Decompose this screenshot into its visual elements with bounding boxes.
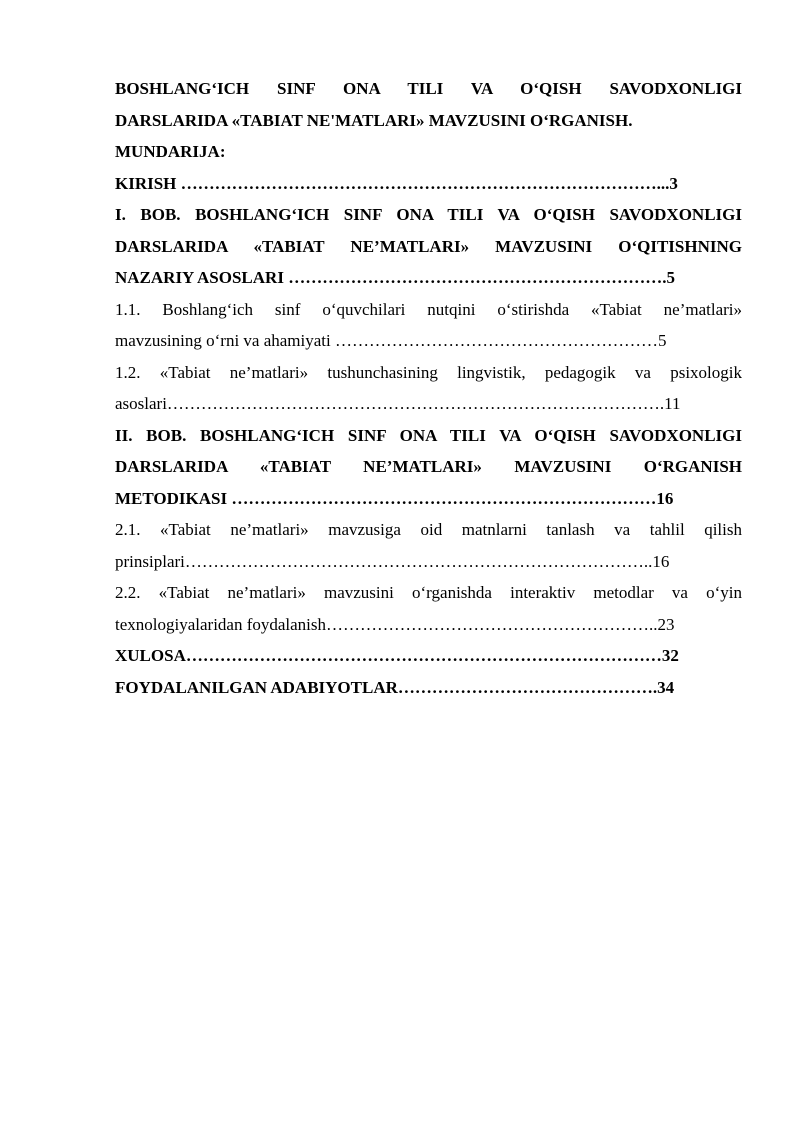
toc-entry-chapter-1-line-3: NAZARIY ASOSLARI ………………………………………………………….5	[115, 268, 675, 287]
toc-entry-chapter-2-line-1: II. BOB. BOSHLANG‘ICH SINF ONA TILI VA O‘QISH SAVODXONLIGI	[115, 425, 742, 445]
toc-entry-chapter-2-line-2: DARSLARIDA «TABIAT NE’MATLARI» MAVZUSINI O‘RGANISH	[115, 457, 742, 476]
document-title-line-2: DARSLARIDA «TABIAT NE'MATLARI» MAVZUSINI O‘RGANISH.	[115, 110, 633, 130]
toc-entry-2-2-line-1: 2.2. «Tabiat ne’matlari» mavzusini o‘rganishda interaktiv metodlar va o‘yin	[115, 583, 742, 602]
toc-entry-chapter-1-line-1: I. BOB. BOSHLANG‘ICH SINF ONA TILI VA O‘QISH SAVODXONLIGI	[115, 205, 742, 224]
toc-entry-chapter-2-line-3	[115, 483, 742, 515]
toc-entry-bibliography: FOYDALANILGAN ADABIYOTLAR……………………………………….34	[115, 677, 675, 697]
toc-entry-chapter-2-label: METODIKASI …………………………………………………………………16	[115, 488, 674, 508]
toc-entry-1-2-line-1: 1.2. «Tabiat ne’matlari» tushunchasining lingvistik, pedagogik va psixologik	[115, 362, 742, 382]
toc-entry-kirish: KIRISH …………………………………………………………………………...3	[115, 173, 678, 193]
toc-entry-chapter-1-line-2: DARSLARIDA «TABIAT NE’MATLARI» MAVZUSINI O‘QITISHNING	[115, 236, 742, 256]
toc-entry-1-1-line-2: mavzusining o‘rni va ahamiyati …………………………………………………5	[115, 331, 667, 350]
document-page	[115, 73, 742, 703]
toc-entry-1-1-line-1: 1.1. Boshlang‘ich sinf o‘quvchilari nutqini o‘stirishda «Tabiat ne’matlari»	[115, 299, 742, 319]
toc-entry-2-1-line-1: 2.1. «Tabiat ne’matlari» mavzusiga oid matnlarni tanlash va tahlil qilish	[115, 520, 742, 539]
toc-entry-2-1-line-2: prinsiplari………………………………………………………………………..16	[115, 551, 670, 571]
toc-heading: MUNDARIJA:	[115, 142, 226, 161]
toc-entry-2-2-line-2: texnologiyalaridan foydalanish…………………………………………………..23	[115, 614, 675, 634]
document-title-line-1: BOSHLANG‘ICH SINF ONA TILI VA O‘QISH SAVODXONLIGI	[115, 79, 742, 98]
toc-entry-xulosa: XULOSA…………………………………………………………………………32	[115, 646, 679, 665]
toc-entry-1-2-line-2: asoslari…………………………………………………………………………….11	[115, 394, 681, 413]
